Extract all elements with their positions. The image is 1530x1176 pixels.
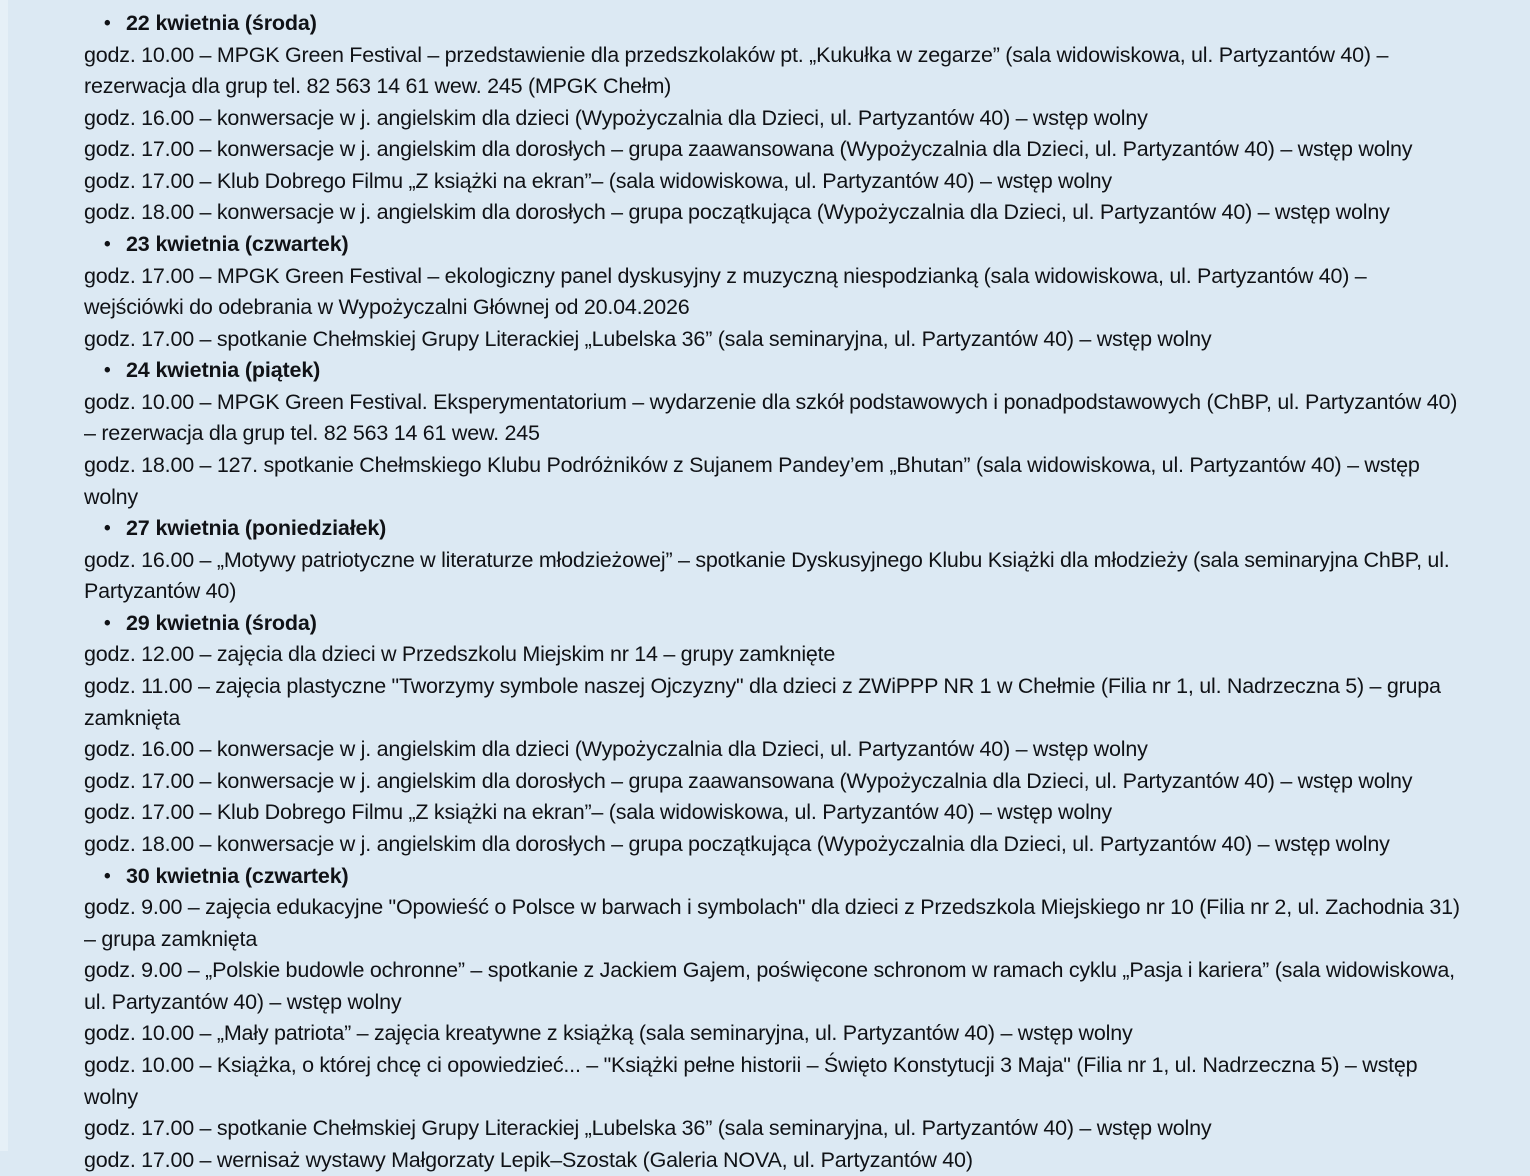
event-entry: godz. 17.00 – konwersacje w j. angielskim dla dorosłych – grupa zaawansowana (Wypożyczalnia dla Dzieci, ul. Partyzantów 40) – wstęp wolny: [84, 137, 1413, 162]
day-heading: [84, 513, 1468, 545]
day-heading-label: 22 kwietnia (środa): [126, 11, 317, 35]
event-entry-list: [84, 40, 1468, 230]
event-entry: godz. 18.00 – konwersacje w j. angielskim dla dorosłych – grupa początkująca (Wypożyczalnia dla Dzieci, ul. Partyzantów 40) – wstęp wolny: [84, 831, 1390, 856]
event-entry: godz. 10.00 – MPGK Green Festival. Eksperymentatorium – wydarzenie dla szkół podstawowych i ponadpodstawowych (ChBP, ul. Partyzantów 40) – rezerwacja dla grup tel. 82 563 14 61 wew. 245: [84, 389, 1458, 446]
event-entry: godz. 10.00 – Książka, o której chcę ci opowiedzieć... – "Książki pełne historii – Święto Konstytucji 3 Maja" (Filia nr 1, ul. Nadrzeczna 5) – wstęp wolny: [84, 1053, 1418, 1109]
day-heading-label: 24 kwietnia (piątek): [126, 358, 321, 383]
bullet-icon: •: [104, 360, 111, 382]
day-block: [84, 229, 1468, 355]
event-entry: godz. 17.00 – Klub Dobrego Filmu „Z książki na ekran”– (sala widowiskowa, ul. Partyzantów 40) – wstęp wolny: [84, 168, 1112, 193]
event-entry: godz. 10.00 – MPGK Green Festival – przedstawienie dla przedszkolaków pt. „Kukułka w zegarze” (sala widowiskowa, ul. Partyzantów 40) – rezerwacja dla grup tel. 82 563 14 61 wew. 245 (MPGK Chełm): [84, 42, 1389, 99]
day-block: [84, 355, 1468, 513]
day-heading: [84, 608, 1468, 640]
event-entry: godz. 17.00 – wernisaż wystawy Małgorzaty Lepik–Szostak (Galeria NOVA, ul. Partyzantów 40): [84, 1147, 973, 1172]
day-heading: [84, 8, 1468, 40]
event-entry-list: [84, 545, 1468, 608]
event-entry: godz. 12.00 – zajęcia dla dzieci w Przedszkolu Miejskim nr 14 – grupy zamknięte: [84, 642, 836, 667]
day-block: [84, 8, 1468, 229]
event-entry: godz. 18.00 – 127. spotkanie Chełmskiego Klubu Podróżników z Sujanem Pandey’em „Bhutan” (sala widowiskowa, ul. Partyzantów 40) – wstęp wolny: [84, 453, 1420, 509]
day-block: [84, 861, 1468, 1176]
event-entry: godz. 16.00 – „Motywy patriotyczne w literaturze młodzieżowej” – spotkanie Dyskusyjnego Klubu Książki dla młodzieży (sala seminaryjna ChBP, ul. Partyzantów 40): [84, 547, 1450, 604]
event-entry: godz. 10.00 – „Mały patriota” – zajęcia kreatywne z książką (sala seminaryjna, ul. Partyzantów 40) – wstęp wolny: [84, 1021, 1133, 1046]
event-entry: godz. 11.00 – zajęcia plastyczne "Tworzymy symbole naszej Ojczyzny" dla dzieci z ZWiPPP NR 1 w Chełmie (Filia nr 1, ul. Nadrzeczna 5) – grupa zamknięta: [84, 674, 1441, 730]
event-entry: godz. 17.00 – MPGK Green Festival – ekologiczny panel dyskusyjny z muzyczną niespodzianką (sala widowiskowa, ul. Partyzantów 40) – wejściówki do odebrania w Wypożyczalni Głównej od 20.04.2026: [84, 263, 1367, 320]
bullet-icon: •: [104, 612, 111, 634]
event-entry: godz. 9.00 – „Polskie budowle ochronne” – spotkanie z Jackiem Gajem, poświęcone schronom w ramach cyklu „Pasja i kariera” (sala widowiskowa, ul. Partyzantów 40) – wstęp wolny: [84, 958, 1455, 1014]
day-block: [84, 513, 1468, 608]
bullet-icon: •: [104, 518, 111, 540]
event-entry: godz. 16.00 – konwersacje w j. angielskim dla dzieci (Wypożyczalnia dla Dzieci, ul. Partyzantów 40) – wstęp wolny: [84, 105, 1148, 130]
event-entry-list: [84, 387, 1468, 513]
event-entry: godz. 18.00 – konwersacje w j. angielskim dla dorosłych – grupa początkująca (Wypożyczalnia dla Dzieci, ul. Partyzantów 40) – wstęp wolny: [84, 200, 1390, 225]
event-entry: godz. 17.00 – spotkanie Chełmskiej Grupy Literackiej „Lubelska 36” (sala seminaryjna, ul. Partyzantów 40) – wstęp wolny: [84, 1116, 1212, 1141]
event-entry: godz. 16.00 – konwersacje w j. angielskim dla dzieci (Wypożyczalnia dla Dzieci, ul. Partyzantów 40) – wstęp wolny: [84, 737, 1148, 762]
event-entry-list: [84, 261, 1468, 356]
event-entry: godz. 17.00 – Klub Dobrego Filmu „Z książki na ekran”– (sala widowiskowa, ul. Partyzantów 40) – wstęp wolny: [84, 800, 1112, 825]
day-heading: [84, 229, 1468, 261]
day-heading-label: 27 kwietnia (poniedziałek): [126, 516, 387, 541]
day-heading: [84, 355, 1468, 387]
event-entry-list: [84, 639, 1468, 860]
bullet-icon: •: [104, 13, 111, 34]
bullet-icon: •: [104, 234, 111, 256]
day-heading-label: 23 kwietnia (czwartek): [126, 232, 349, 257]
day-heading-label: 29 kwietnia (środa): [126, 610, 317, 635]
day-heading-label: 30 kwietnia (czwartek): [126, 863, 349, 888]
bullet-icon: •: [104, 865, 111, 887]
day-heading: [84, 861, 1468, 893]
event-entry: godz. 9.00 – zajęcia edukacyjne "Opowieść o Polsce w barwach i symbolach" dla dzieci z Przedszkola Miejskiego nr 10 (Filia nr 2, ul. Zachodnia 31) – grupa zamknięta: [84, 895, 1460, 951]
event-entry: godz. 17.00 – konwersacje w j. angielskim dla dorosłych – grupa zaawansowana (Wypożyczalnia dla Dzieci, ul. Partyzantów 40) – wstęp wolny: [84, 768, 1413, 793]
event-entry-list: [84, 892, 1468, 1176]
day-block: [84, 608, 1468, 861]
event-entry: godz. 17.00 – spotkanie Chełmskiej Grupy Literackiej „Lubelska 36” (sala seminaryjna, ul. Partyzantów 40) – wstęp wolny: [84, 326, 1212, 351]
